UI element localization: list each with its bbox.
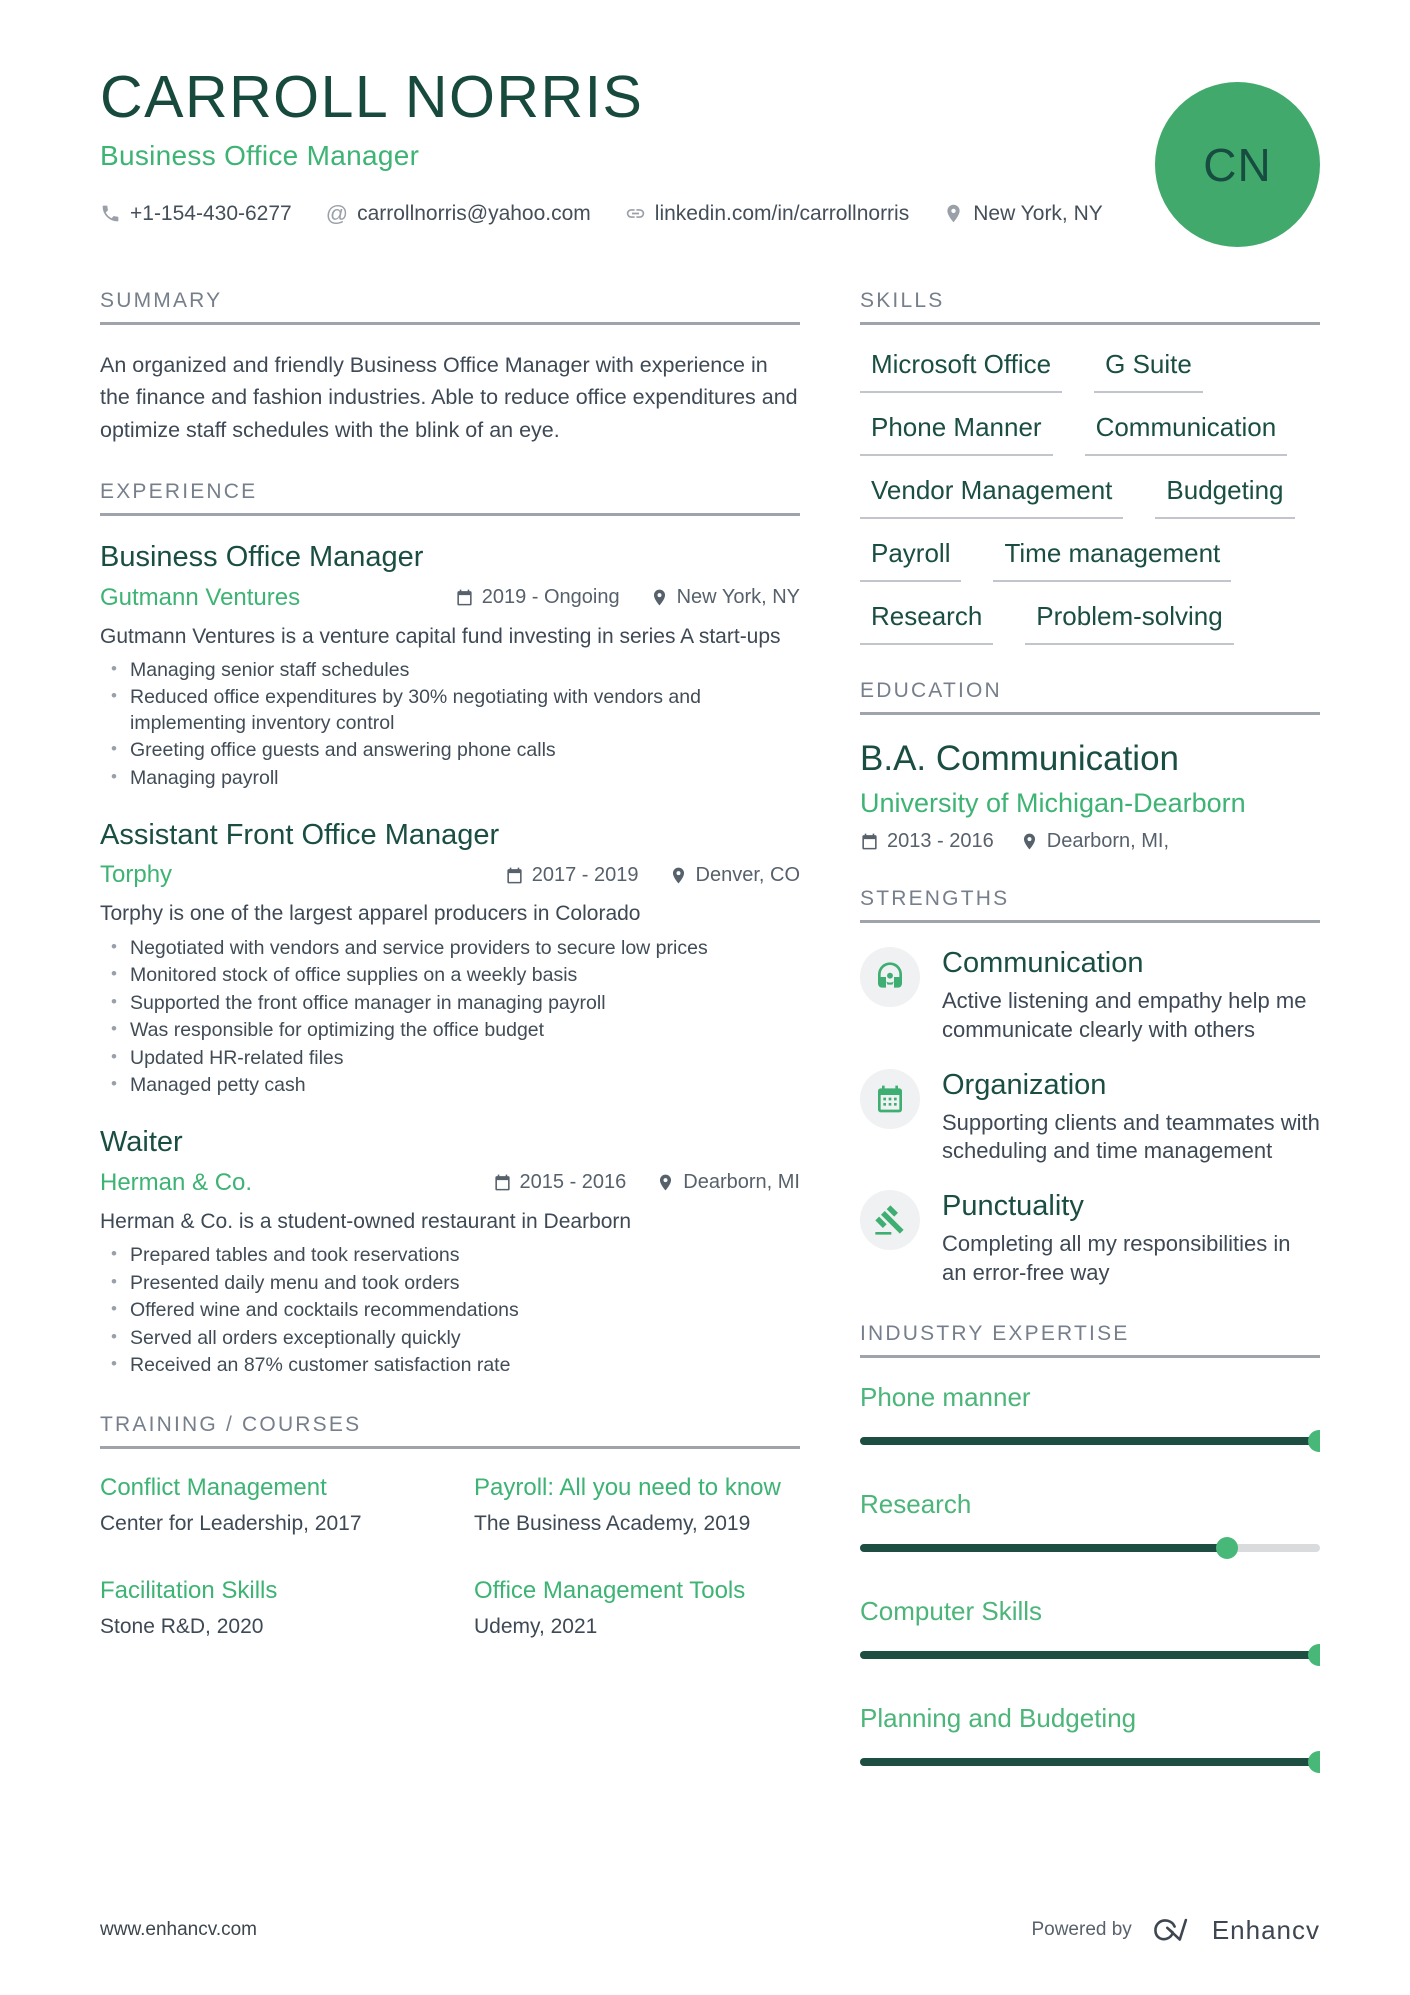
course-entry (474, 1576, 800, 1639)
skill-tag: Phone Manner (860, 412, 1053, 456)
section-strengths (860, 887, 1320, 1288)
strength-title: Communication (942, 947, 1144, 979)
industry-slider (860, 1651, 1320, 1659)
contact-phone-text: +1-154-430-6277 (130, 201, 292, 225)
gavel-icon (874, 1204, 906, 1236)
course-org: The Business Academy, 2019 (474, 1511, 751, 1535)
slider-knob (1308, 1751, 1320, 1773)
headset-icon (874, 961, 906, 993)
course-title: Facilitation Skills (100, 1576, 278, 1604)
bullet-item: • Monitored stock of office supplies on a weekly basis (100, 963, 800, 989)
job-bullets (100, 1243, 800, 1379)
industry-item (860, 1596, 1320, 1659)
education-location (1020, 830, 1169, 853)
strength-desc: Supporting clients and teammates with scheduling and time management (942, 1109, 1320, 1164)
course-org: Center for Leadership, 2017 (100, 1511, 362, 1535)
course-entry (474, 1473, 800, 1536)
slider-knob (1216, 1537, 1238, 1559)
slider-fill (860, 1758, 1320, 1766)
strength-item (860, 1190, 1320, 1288)
job-title: Business Office Manager (100, 540, 424, 573)
location-pin-icon (650, 588, 669, 607)
summary-heading: SUMMARY (100, 289, 800, 325)
summary-text: An organized and friendly Business Office Manager with experience in the finance and fashion industries. Able to reduce office expenditures and optimize staff schedules with the blink of an eye. (100, 353, 798, 442)
location-pin-icon (669, 866, 688, 885)
location-pin-icon (656, 1173, 675, 1192)
section-skills (860, 289, 1320, 645)
skill-row (860, 412, 1320, 456)
skills-heading: SKILLS (860, 289, 1320, 325)
enhancv-logo (1146, 1913, 1198, 1947)
skill-tag: Communication (1085, 412, 1288, 456)
contact-email-text: carrollnorris@yahoo.com (357, 201, 591, 225)
avatar (1155, 82, 1320, 247)
job-dates (505, 864, 639, 887)
strength-icon-circle (860, 1190, 920, 1250)
skill-tag: Time management (993, 538, 1231, 582)
education-dates-text: 2013 - 2016 (887, 830, 994, 852)
candidate-name: CARROLL NORRIS (100, 64, 644, 130)
bullet-item: • Updated HR-related files (100, 1046, 800, 1072)
section-training (100, 1413, 800, 1639)
training-heading: TRAINING / COURSES (100, 1413, 800, 1449)
course-title: Payroll: All you need to know (474, 1473, 781, 1501)
course-org: Stone R&D, 2020 (100, 1614, 264, 1638)
bullet-item: • Negotiated with vendors and service providers to secure low prices (100, 936, 800, 962)
industry-label: Phone manner (860, 1381, 1031, 1412)
avatar-initials: CN (1203, 138, 1272, 191)
contact-email[interactable] (326, 202, 591, 226)
industry-item (860, 1703, 1320, 1766)
strength-icon-circle (860, 947, 920, 1007)
left-column (100, 289, 800, 1913)
link-icon (625, 203, 646, 224)
strength-title: Punctuality (942, 1190, 1084, 1223)
location-pin-icon (1020, 832, 1039, 851)
job-meta-row (100, 1169, 800, 1197)
header-text (100, 52, 1103, 226)
course-title: Office Management Tools (474, 1576, 746, 1604)
strength-item (860, 1069, 1320, 1167)
industry-slider (860, 1758, 1320, 1766)
skill-row (860, 475, 1320, 519)
calendar-icon (505, 866, 524, 885)
industry-item (860, 1382, 1320, 1445)
right-column (860, 289, 1320, 1913)
skill-row (860, 538, 1320, 582)
bullet-item: • Served all orders exceptionally quickly (100, 1326, 800, 1352)
strength-item (860, 947, 1320, 1045)
education-school: University of Michigan-Dearborn (860, 788, 1246, 818)
skill-tag: G Suite (1094, 349, 1203, 393)
strength-title: Organization (942, 1068, 1107, 1101)
slider-fill (860, 1651, 1320, 1659)
skill-tag: Budgeting (1155, 475, 1294, 519)
slider-knob (1308, 1430, 1320, 1452)
strength-body (942, 1190, 1320, 1288)
phone-icon (100, 203, 121, 224)
bullet-item: • Managing senior staff schedules (100, 658, 800, 684)
job-entry (100, 818, 800, 1099)
industry-item (860, 1489, 1320, 1552)
skill-row (860, 601, 1320, 645)
job-location (669, 864, 800, 887)
job-dates (493, 1171, 627, 1194)
strengths-heading: STRENGTHS (860, 887, 1320, 923)
bullet-item: • Greeting office guests and answering phone calls (100, 738, 800, 764)
job-company: Gutmann Ventures (100, 583, 301, 611)
footer-site-link[interactable]: www.enhancv.com (100, 1919, 257, 1940)
job-dates-text: 2019 - Ongoing (481, 586, 620, 609)
slider-fill (860, 1544, 1228, 1552)
job-meta-row (100, 861, 800, 889)
resume-header (100, 52, 1320, 247)
course-entry (100, 1576, 426, 1639)
job-company: Torphy (100, 861, 173, 889)
candidate-job-title: Business Office Manager (100, 139, 420, 171)
job-description: Gutmann Ventures is a venture capital fund investing in series A start-ups (100, 624, 781, 648)
job-dates-text: 2017 - 2019 (531, 863, 639, 886)
page-footer (100, 1913, 1320, 1947)
location-pin-icon (943, 203, 964, 224)
job-dates (455, 586, 620, 609)
job-location-text: Dearborn, MI (683, 1171, 800, 1194)
contact-location (943, 202, 1103, 226)
bullet-item: • Received an 87% customer satisfaction rate (100, 1353, 800, 1379)
industry-label: Computer Skills (860, 1595, 1043, 1626)
job-entry (100, 1125, 800, 1379)
bullet-item: • Prepared tables and took reservations (100, 1243, 800, 1269)
bullet-item: • Presented daily menu and took orders (100, 1271, 800, 1297)
strength-body (942, 1069, 1320, 1167)
skill-tag: Payroll (860, 538, 961, 582)
job-entry (100, 540, 800, 792)
course-entry (100, 1473, 426, 1536)
job-location-text: New York, NY (676, 586, 800, 609)
industry-label: Research (860, 1488, 972, 1519)
contact-phone[interactable] (100, 202, 292, 226)
powered-by-block[interactable] (1031, 1913, 1320, 1947)
course-title: Conflict Management (100, 1473, 327, 1501)
skill-tag: Microsoft Office (860, 349, 1062, 393)
slider-fill (860, 1437, 1320, 1445)
section-experience (100, 480, 800, 1379)
brand-name: Enhancv (1211, 1914, 1320, 1945)
contact-linkedin[interactable] (625, 202, 909, 226)
at-icon: @ (325, 200, 349, 226)
education-dates (860, 830, 994, 853)
slider-knob (1308, 1644, 1320, 1666)
skill-tag: Research (860, 601, 993, 645)
job-location (656, 1171, 800, 1194)
experience-heading: EXPERIENCE (100, 480, 800, 516)
contact-row (100, 202, 1103, 226)
section-industry-expertise (860, 1322, 1320, 1766)
job-description: Herman & Co. is a student-owned restaurant in Dearborn (100, 1209, 632, 1233)
calendar-icon (493, 1173, 512, 1192)
job-meta-row (100, 584, 800, 612)
bullet-item: • Reduced office expenditures by 30% negotiating with vendors and implementing inventory control (100, 685, 800, 736)
strength-body (942, 947, 1320, 1045)
industry-slider (860, 1437, 1320, 1445)
calendar-grid-icon (874, 1083, 906, 1115)
job-bullets (100, 936, 800, 1099)
section-education (860, 679, 1320, 853)
education-meta-row (860, 830, 1320, 853)
job-description: Torphy is one of the largest apparel producers in Colorado (100, 902, 641, 926)
industry-slider (860, 1544, 1320, 1552)
training-grid (100, 1473, 800, 1639)
industry-label: Planning and Budgeting (860, 1702, 1137, 1733)
education-degree: B.A. Communication (860, 739, 1180, 778)
resume-body (100, 289, 1320, 1913)
education-location-text: Dearborn, MI, (1046, 830, 1170, 852)
skill-tag: Vendor Management (860, 475, 1123, 519)
job-title: Waiter (100, 1125, 183, 1158)
powered-by-label: Powered by (1031, 1919, 1132, 1940)
bullet-item: • Supported the front office manager in managing payroll (100, 991, 800, 1017)
strength-icon-circle (860, 1069, 920, 1129)
education-heading: EDUCATION (860, 679, 1320, 715)
bullet-item: • Managed petty cash (100, 1073, 800, 1099)
bullet-item: • Was responsible for optimizing the office budget (100, 1018, 800, 1044)
section-summary (100, 289, 800, 446)
industry-heading: INDUSTRY EXPERTISE (860, 1322, 1320, 1358)
job-dates-text: 2015 - 2016 (519, 1171, 627, 1194)
course-org: Udemy, 2021 (474, 1614, 598, 1638)
job-title: Assistant Front Office Manager (100, 818, 500, 851)
strength-desc: Active listening and empathy help me communicate clearly with others (942, 988, 1307, 1042)
contact-linkedin-text: linkedin.com/in/carrollnorris (654, 201, 910, 225)
skill-tag: Problem-solving (1025, 601, 1233, 645)
skill-row (860, 349, 1320, 393)
contact-location-text: New York, NY (973, 201, 1103, 225)
job-location (650, 586, 800, 609)
calendar-icon (455, 588, 474, 607)
job-location-text: Denver, CO (695, 863, 800, 886)
strength-desc: Completing all my responsibilities in an error-free way (942, 1231, 1291, 1285)
calendar-icon (860, 832, 879, 851)
job-bullets (100, 658, 800, 792)
bullet-item: • Managing payroll (100, 766, 800, 792)
job-company: Herman & Co. (100, 1168, 253, 1196)
bullet-item: • Offered wine and cocktails recommendations (100, 1298, 800, 1324)
